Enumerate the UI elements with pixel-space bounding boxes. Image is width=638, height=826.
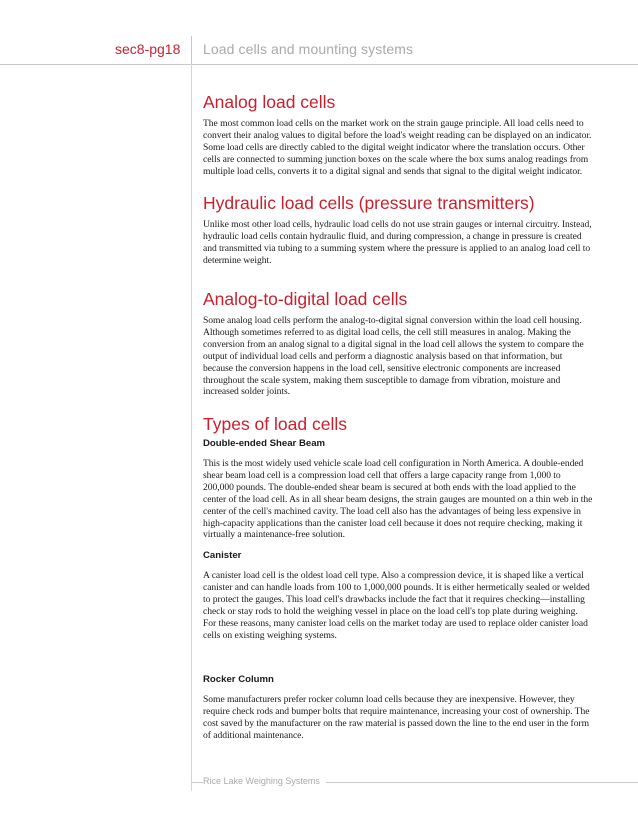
subsection-body: This is the most widely used vehicle scale load cell configuration in North America. A double-ended shear beam load cell is a compression load cell that offers a large capacity range from 1,000 to 200,000 pounds. The double-ended shear beam is secured at both ends with the load applied to the center of the load cell. As in all shear beam designs, the strain gauges are mounted on a thin web in the center of the cell's machined cavity. The load cell also has the advantages of being less expensive in high-capacity applications than the canister load cell because it does not require checking, making it virtually a maintenance-free solution.	[203, 458, 593, 541]
section-title: Load cells and mounting systems	[203, 41, 414, 57]
section-heading: Analog-to-digital load cells	[203, 289, 408, 309]
section-heading: Analog load cells	[203, 92, 336, 112]
section-types-of-load-cells	[203, 414, 593, 434]
subsection-body: Some manufacturers prefer rocker column load cells because they are inexpensive. However, they require check rods and bumper bolts that require maintenance, increasing your cost of ownership. The cost saved by the manufacturer on the raw material is passed down the line to the end user in the form of additional maintenance.	[203, 694, 590, 741]
page-code: sec8-pg18	[115, 41, 181, 57]
header-divider	[191, 36, 192, 64]
subsection-rocker-column	[203, 674, 593, 742]
subsection-canister	[203, 550, 593, 641]
section-analog-load-cells	[203, 92, 593, 178]
section-body: Unlike most other load cells, hydraulic load cells do not use strain gauges or internal circuitry. Instead, hydraulic load cells contain hydraulic fluid, and during compression, a change in pressure is created and transmitted via tubing to a summing system where the pressure is applied to an analog load cell to determine weight.	[203, 219, 592, 266]
section-analog-to-digital	[203, 289, 593, 398]
section-heading: Types of load cells	[203, 414, 347, 434]
subsection-heading: Rocker Column	[203, 674, 274, 685]
subsection-double-ended-shear-beam	[203, 438, 593, 541]
footer-company: Rice Lake Weighing Systems	[203, 776, 326, 786]
section-heading: Hydraulic load cells (pressure transmitters)	[203, 193, 535, 213]
section-body: Some analog load cells perform the analog-to-digital signal conversion within the load cell housing. Although sometimes referred to as digital load cells, the cell still measures in analog. Making the conversion from an analog signal to a digital signal in the load cell allows the system to compare the output of individual load cells and perform a diagnostic analysis based on that information, but because the conversion happens in the load cell, sensitive electronic components are increased throughout the scale system, making them susceptible to damage from vibration, moisture and increased solder joints.	[203, 315, 584, 398]
section-hydraulic-load-cells	[203, 193, 593, 267]
content-margin-rule	[191, 64, 192, 791]
subsection-body: A canister load cell is the oldest load cell type. Also a compression device, it is shaped like a vertical canister and can handle loads from 100 to 1,000,000 pounds. It is either hermetically sealed or welded to protect the gauges. This load cell's drawbacks include the fact that it requires checking—installing check or stay rods to hold the weighing vessel in place on the load cell's top plate during weighing. For these reasons, many canister load cells on the market today are used to replace older canister load cells on existing weighing systems.	[203, 570, 590, 641]
header-rule	[0, 64, 638, 65]
subsection-heading: Canister	[203, 550, 242, 561]
subsection-heading: Double-ended Shear Beam	[203, 438, 326, 449]
section-body: The most common load cells on the market work on the strain gauge principle. All load cells need to convert their analog values to digital before the load's weight reading can be displayed on an indicator. Some load cells are directly cabled to the digital weight indicator where the translation occurs. Other cells are connected to summing junction boxes on the scale where the box sums analog readings from multiple load cells, converts it to a digital signal and sends that signal to the digital weight indicator.	[203, 118, 592, 177]
